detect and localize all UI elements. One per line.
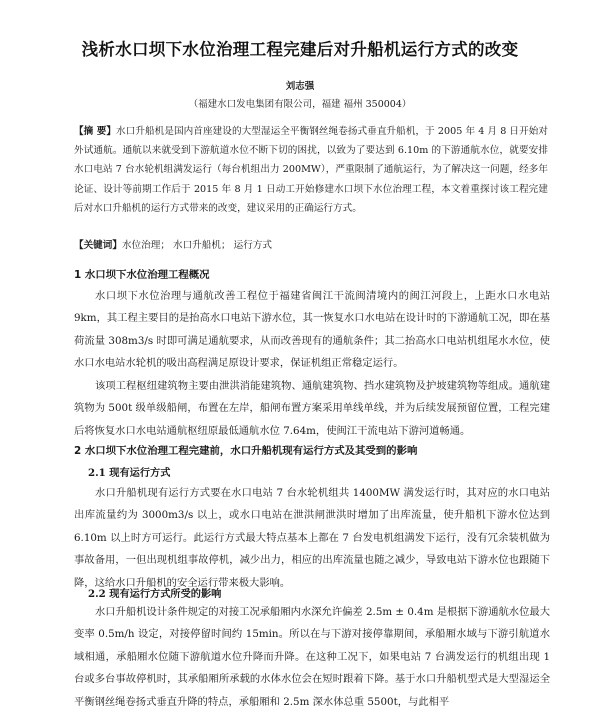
- author-name: 刘志强: [285, 81, 315, 92]
- abstract-label: 【摘 要】: [74, 126, 117, 137]
- keywords: [74, 236, 548, 255]
- body-paragraph: 水口升船机设计条件规定的对接工况承船厢内水深允许偏差 2.5m ± 0.4m 是根据下游通航水位最大变率 0.5m/h 设定，对接停留时间约 15min。所以在与下游对接停靠期间，承船厢水域与下游引航道水域相通，承船厢水位随下游航道水位升降而升降。在这种工况下，如果电站 7 台满发运行的机组出现 1 台或多台事故停机时，其承船厢所承载的水体水位会在短时跟着下降。基于水口升船机型式是大型湿运全平衡钢丝绳卷扬式垂直升降的特点，承船厢和 2.5m 深水体总重 5500t，与此相平: [74, 606, 550, 708]
- body-paragraph: 水口升船机现有运行方式要在水口电站 7 台水轮机组共 1400MW 满发运行时，其对应的水口电站出库流量约为 3000m3/s 以上，或水口电站在泄洪闸泄洪时增加了出库流量，使升船机下游水位达到 6.10m 以上时方可运行。此运行方式最大特点基本上都在 7 台发电机组满发下运行，没有冗余装机做为事故备用，一但出现机组事故停机，减少出力，相应的出库流量也随之减少，导致电站下游水位也跟随下降，这给水口升船机的安全运行带来极大影响。: [74, 487, 550, 589]
- body-paragraph: 水口坝下水位治理与通航改善工程位于福建省闽江干流闽清境内的闽江河段上，上距水口水电站 9km，其工程主要目的是抬高水口电站下游水位，其一恢复水口水电站在设计时的下游通航工况，即在基荷流量 308m3/s 时即可满足通航要求，从而改善现有的通航条件；其二抬高水口电站机组尾水水位，使水口水电站水轮机的吸出高程满足原设计要求，保证机组正常稳定运行。: [74, 290, 550, 370]
- section-heading: 1 水口坝下水位治理工程概况: [74, 269, 210, 281]
- abstract: [74, 122, 548, 218]
- keywords-text: 水位治理； 水口升船机； 运行方式: [121, 240, 272, 251]
- subsection-heading: 2.1 现有运行方式: [88, 467, 171, 479]
- author-affiliation: （福建水口发电集团有限公司，福建 福州 350004）: [188, 99, 412, 110]
- abstract-text: 水口升船机是国内首座建设的大型湿运全平衡钢丝绳卷扬式垂直升船机，于 2005 年 4 月 8 日开始对外试通航。通航以来就受到下游航道水位不断下切的困扰，以致为了要达到 6.10m 的下游通航水位，就要安排水口电站 7 台水轮机组满发运行（每台机组出力 200MW），严重限制了通航运行，为了解决这一问题，经多年论证、设计等前期工作后于 2015 年 8 月 1 日动工开始修建水口坝下水位治理工程，本文着重探讨该工程完建后对水口升船机的运行方式带来的改变，建议采用的正确运行方式。: [74, 126, 548, 214]
- keywords-label: 【关键词】: [74, 240, 122, 251]
- body-paragraph: 该项工程枢纽建筑物主要由泄洪消能建筑物、通航建筑物、挡水建筑物及护坡建筑物等组成。通航建筑物为 500t 级单级船闸，布置在左岸，船闸布置方案采用单线单线，并为后续发展预留位置，工程完建后将恢复水口水电站通航枢纽原最低通航水位 7.64m，使闽江干流电站下游河道畅通。: [74, 380, 550, 437]
- section-heading: 2 水口坝下水位治理工程完建前，水口升船机现有运行方式及其受到的影响: [74, 445, 418, 457]
- paper-title: 浅析水口坝下水位治理工程完建后对升船机运行方式的改变: [81, 40, 519, 59]
- subsection-heading: 2.2 现有运行方式所受的影响: [88, 588, 222, 600]
